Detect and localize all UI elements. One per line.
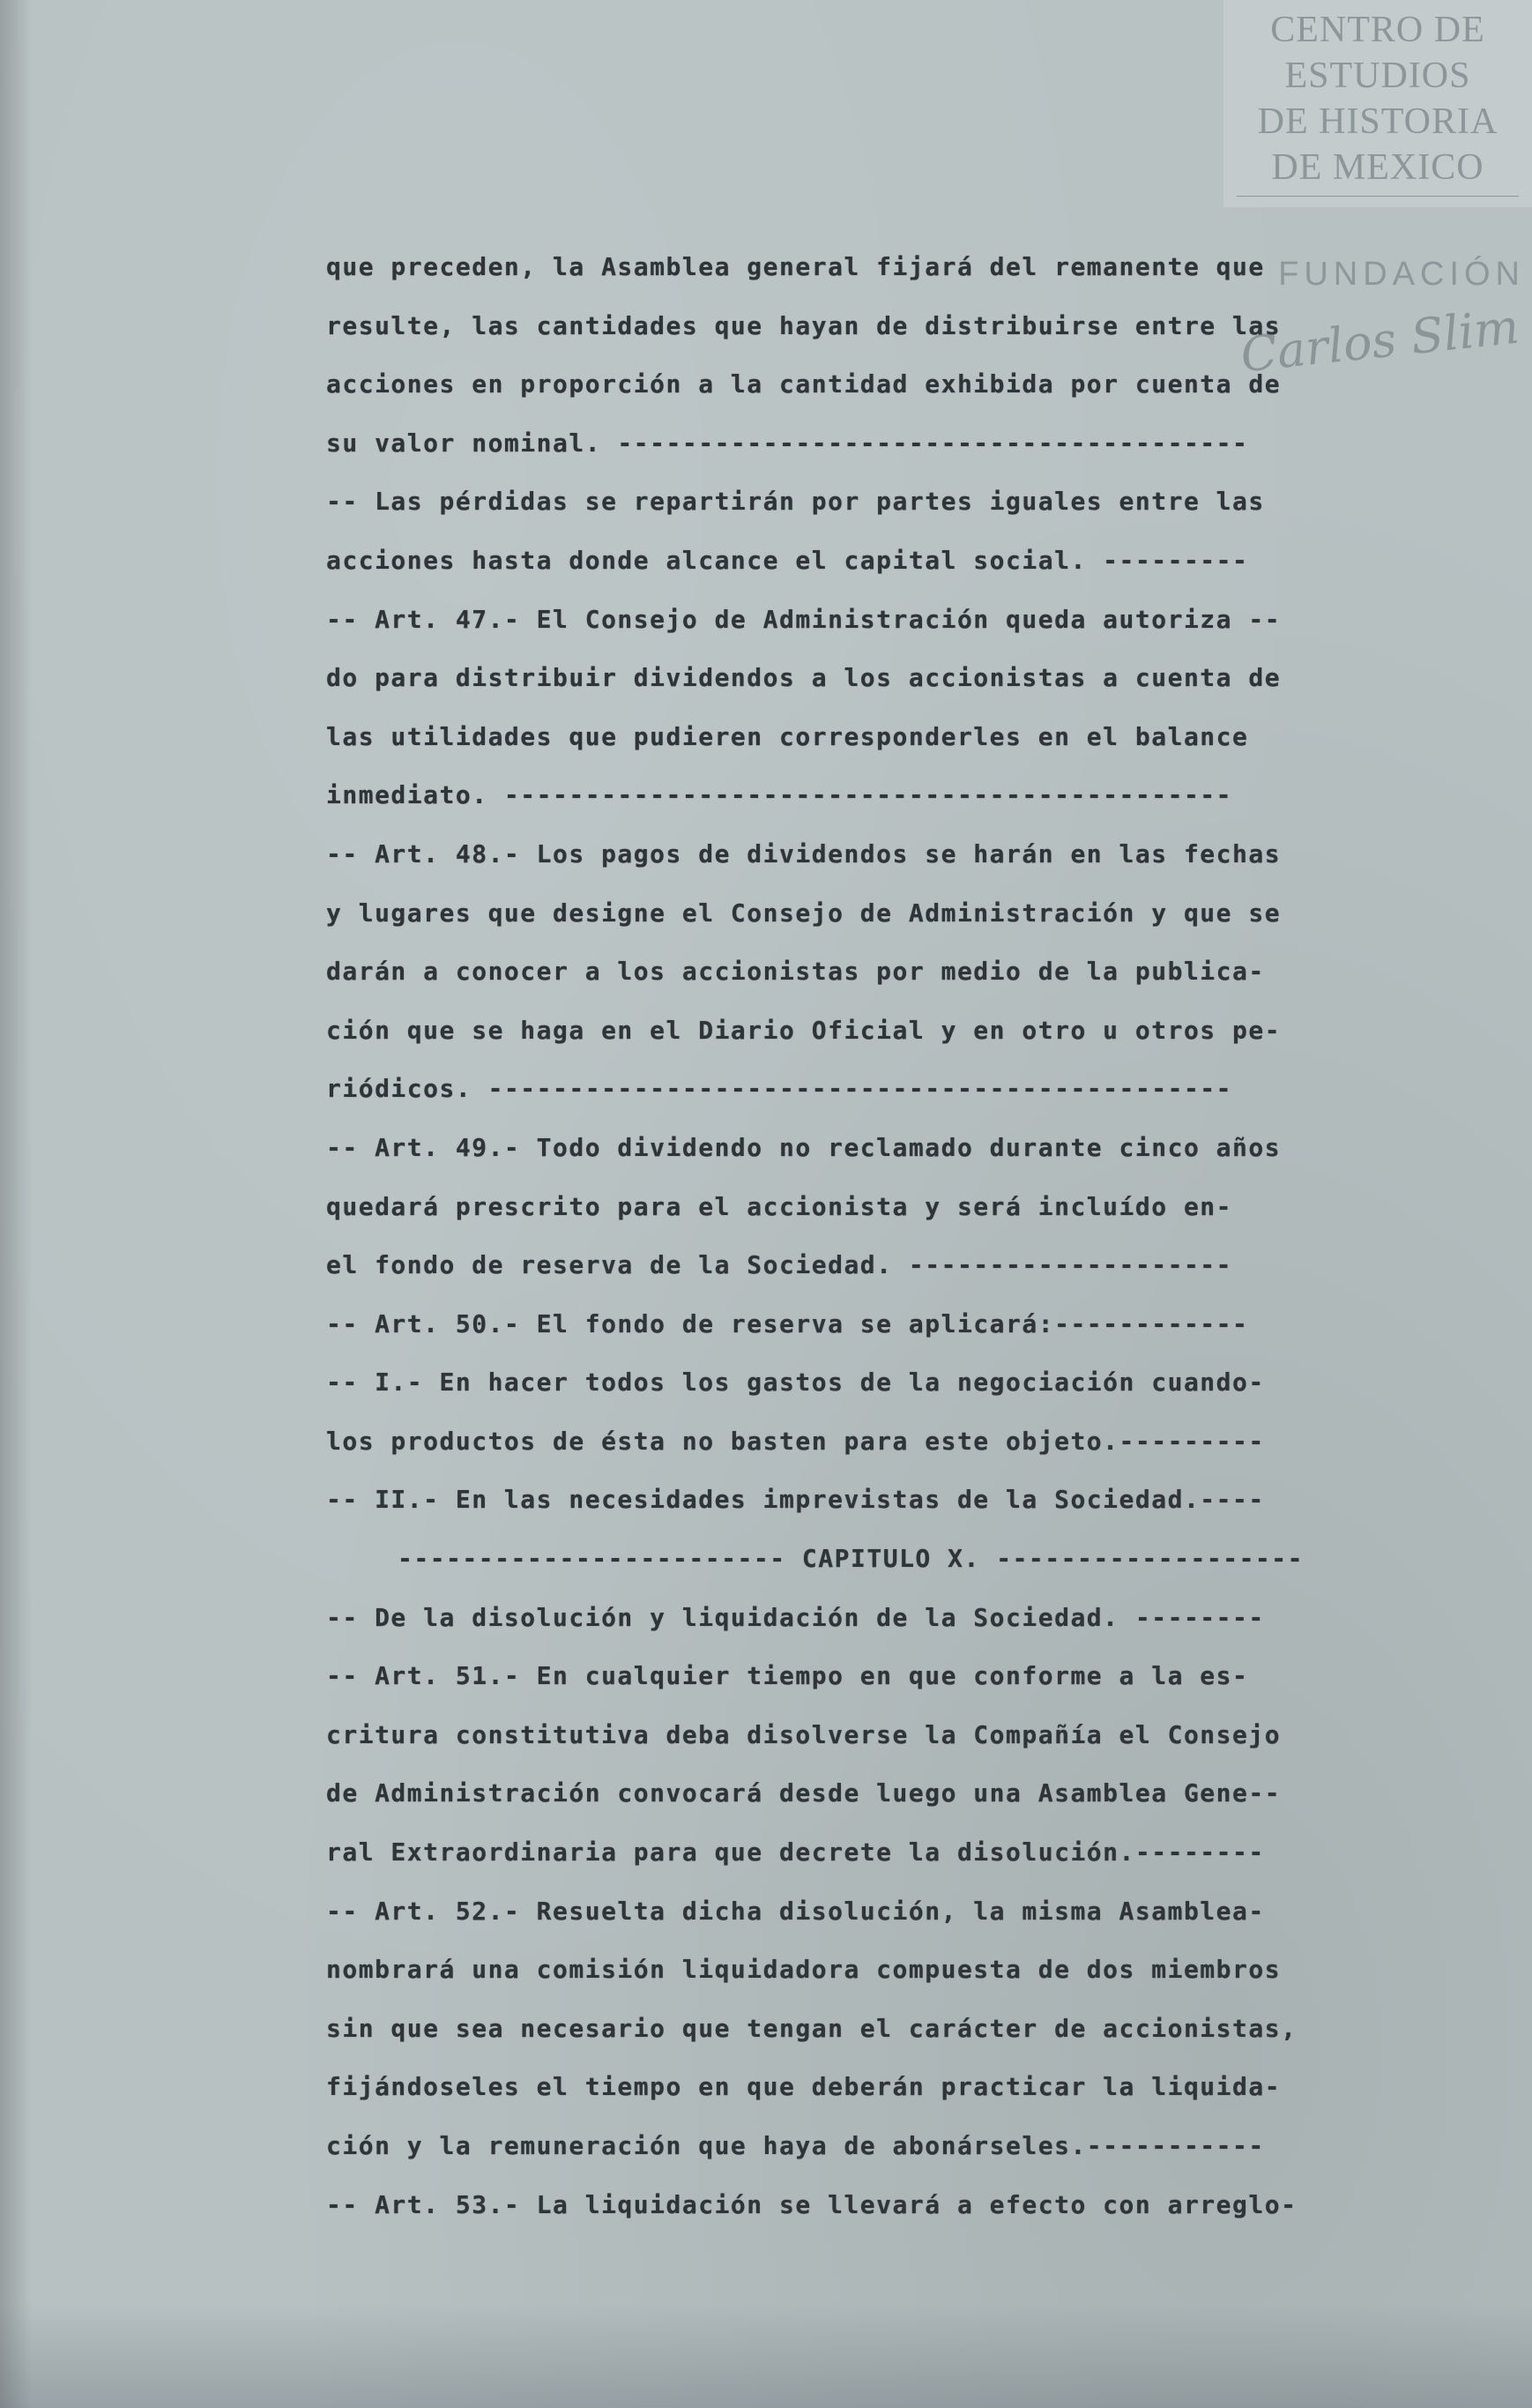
page-shadow-left [0,0,32,2408]
archive-stamp [1223,0,1532,207]
document-line: do para distribuir dividendos a los accionistas a cuenta de [326,663,1282,693]
typed-text-body [326,238,1375,2234]
document-line: -- Art. 53.- La liquidación se llevará a efecto con arreglo- [326,2189,1298,2219]
document-line: riódicos. ---------------------------------------------- [326,1074,1233,1104]
document-line: nombrará una comisión liquidadora compuesta de dos miembros [326,1955,1282,1985]
document-line: resulte, las cantidades que hayan de distribuirse entre las [326,310,1282,340]
document-line: acciones hasta donde alcance el capital social. --------- [326,545,1249,575]
document-line: darán a conocer a los accionistas por medio de la publica- [326,957,1265,987]
document-line: -- Art. 50.- El fondo de reserva se aplicará:------------ [326,1308,1249,1338]
document-line: sin que sea necesario que tengan el carácter de accionistas, [326,2013,1298,2043]
stamp-line-3: DE HISTORIA [1257,101,1499,142]
document-line: el fondo de reserva de la Sociedad. -------------------- [326,1250,1233,1280]
document-line: ción y la remuneración que haya de abonárseles.----------- [326,2131,1265,2160]
document-line: -- De la disolución y liquidación de la Sociedad. -------- [326,1602,1265,1632]
document-line: su valor nominal. --------------------------------------- [326,428,1249,458]
document-line: ral Extraordinaria para que decrete la disolución.-------- [326,1838,1265,1868]
stamp-line-2: ESTUDIOS [1284,56,1471,96]
document-line: y lugares que designe el Consejo de Administración y que se [326,898,1282,928]
stamp-divider [1237,196,1519,197]
document-line: los productos de ésta no basten para este objeto.--------- [326,1426,1265,1456]
document-line: que preceden, la Asamblea general fijará del remanente que [326,252,1265,281]
document-line: -- Art. 52.- Resuelta dicha disolución, la misma Asamblea- [326,1896,1265,1926]
document-line: -- Las pérdidas se repartirán por partes iguales entre las [326,487,1265,517]
document-line: -- Art. 51.- En cualquier tiempo en que conforme a la es- [326,1661,1249,1691]
document-line: -- II.- En las necesidades imprevistas de la Sociedad.---- [326,1485,1265,1515]
document-line: acciones en proporción a la cantidad exhibida por cuenta de [326,369,1282,399]
stamp-signature: Carlos Slim [1238,298,1522,384]
document-line: -- Art. 47.- El Consejo de Administración queda autoriza -- [326,604,1282,634]
document-line: -- Art. 48.- Los pagos de dividendos se harán en las fechas [326,839,1282,869]
document-line: -- I.- En hacer todos los gastos de la negociación cuando- [326,1368,1265,1398]
document-line: ------------------------ CAPITULO X. ------------------- [397,1544,1304,1574]
document-line: critura constitutiva deba disolverse la Compañía el Consejo [326,1719,1282,1749]
page-shadow-bottom [0,2302,1532,2408]
document-line: quedará prescrito para el accionista y será incluído en- [326,1191,1233,1221]
document-line: -- Art. 49.- Todo dividendo no reclamado durante cinco años [326,1132,1282,1162]
document-line: las utilidades que pudieren corresponderles en el balance [326,721,1249,751]
stamp-line-4: DE MEXICO [1271,147,1484,188]
document-line: de Administración convocará desde luego una Asamblea Gene-- [326,1778,1282,1808]
stamp-line-1: CENTRO DE [1270,10,1485,50]
document-line: ción que se haga en el Diario Oficial y en otro u otros pe- [326,1015,1282,1045]
document-line: inmediato. --------------------------------------------- [326,780,1233,810]
stamp-foundation: FUNDACIÓN [1278,256,1525,293]
document-line: fijándoseles el tiempo en que deberán practicar la liquida- [326,2072,1282,2102]
